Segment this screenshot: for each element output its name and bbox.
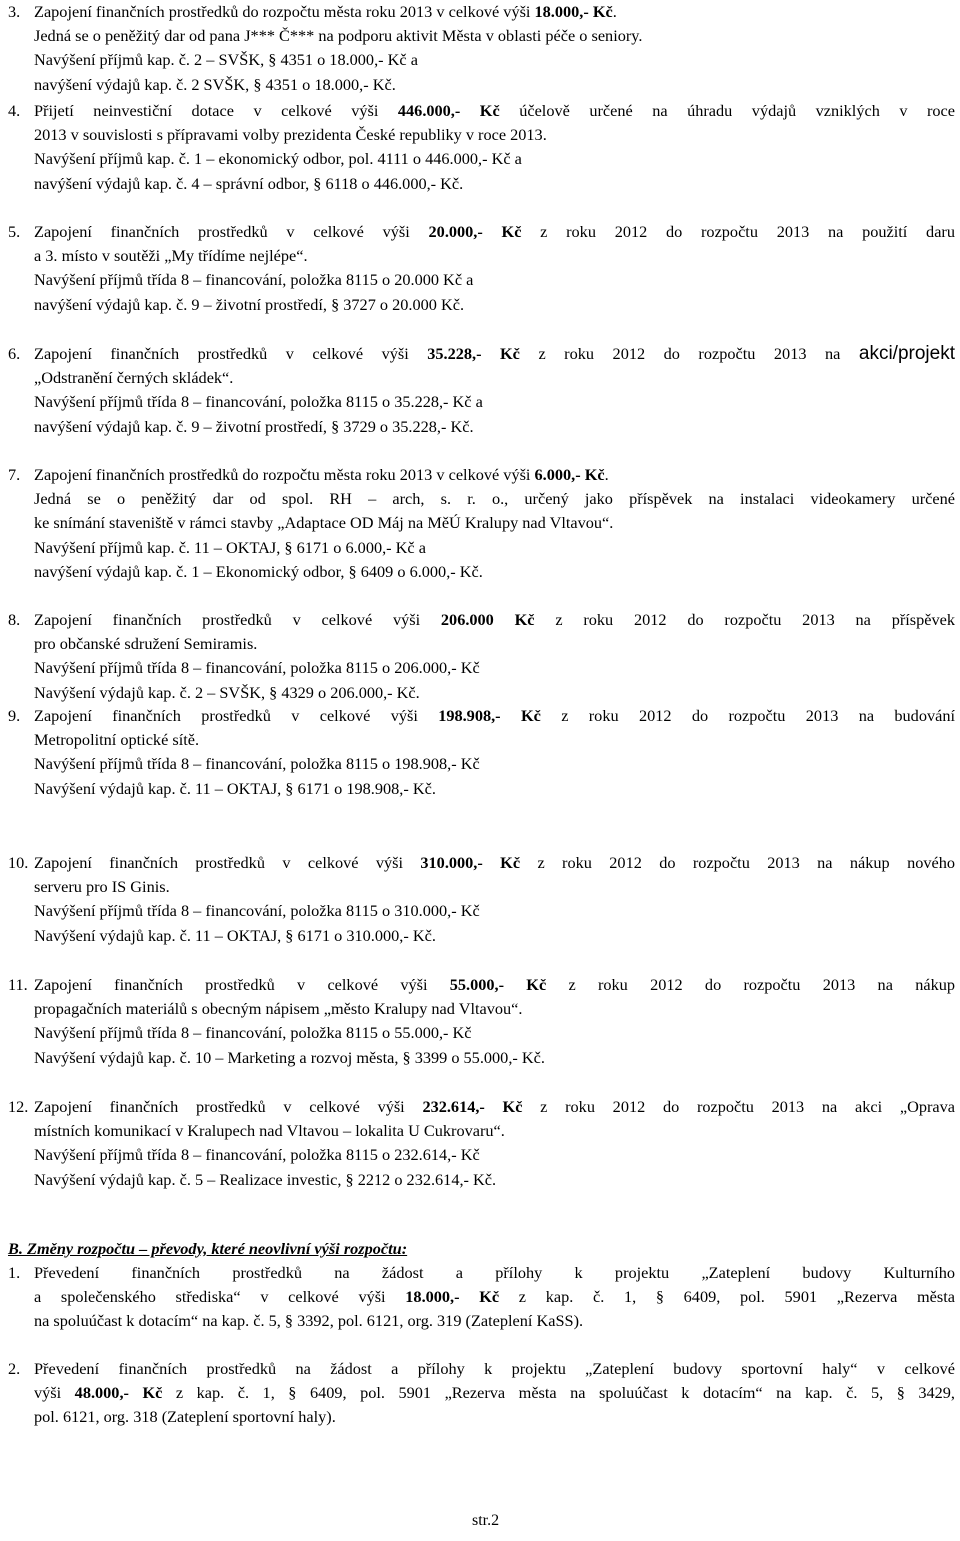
amount-bold: 35.228,- Kč — [427, 344, 520, 363]
text-segment: Zapojení finančních prostředků do rozpočtu města roku 2013 v celkové výši — [34, 465, 535, 484]
text-line — [34, 172, 955, 196]
text-line — [34, 973, 955, 997]
text-line — [34, 390, 955, 414]
text-line — [34, 487, 955, 511]
text-segment: propagačních materiálů s obecným nápisem „město Kralupy nad Vltavou“. — [34, 999, 523, 1019]
text-line — [34, 244, 955, 268]
text-line — [34, 777, 955, 801]
text-line — [34, 608, 955, 632]
text-line — [34, 752, 955, 776]
text-segment: a 3. místo v soutěži „My třídíme nejlépe“. — [34, 246, 308, 266]
text-segment: Zapojení finančních prostředků v celkové výši — [34, 610, 441, 629]
text-segment: pro občanské sdružení Semiramis. — [34, 634, 258, 654]
text-segment: . — [604, 465, 609, 484]
text-segment: 2013 v souvislosti s přípravami volby prezidenta České republiky v roce 2013. — [34, 125, 547, 145]
list-item — [8, 463, 955, 584]
text-segment: pol. 6121, org. 318 (Zateplení sportovní haly). — [34, 1407, 336, 1427]
item-text — [34, 704, 955, 801]
text-segment: výši — [34, 1383, 75, 1403]
item-number: 8. — [8, 610, 21, 629]
text-segment: Převedení finančních prostředků na žádost a přílohy k projektu „Zateplení budovy Kulturního — [34, 1263, 955, 1282]
text-line — [34, 24, 955, 48]
text-segment: na spoluúčast k dotacím“ na kap. č. 5, § 3392, pol. 6121, org. 319 (Zateplení KaSS). — [34, 1311, 584, 1331]
item-text — [34, 851, 955, 948]
list-item — [8, 220, 955, 317]
item-number: 11. — [8, 975, 28, 994]
amount-bold: 6.000,- Kč — [534, 465, 605, 484]
item-text — [34, 1095, 955, 1192]
list-item — [8, 973, 955, 1070]
amount-bold: 48.000,- Kč — [74, 1383, 163, 1403]
text-segment: Navýšení výdajů kap. č. 5 – Realizace investic, § 2212 o 232.614,- Kč. — [34, 1169, 497, 1189]
item-number: 9. — [8, 706, 21, 725]
list-item — [8, 1261, 955, 1334]
text-segment-sans: akci/projekt — [858, 343, 955, 364]
text-segment: z roku 2012 do rozpočtu 2013 na použití daru — [521, 222, 955, 241]
item-text — [34, 608, 955, 705]
item-text — [34, 463, 955, 584]
text-line — [34, 1405, 955, 1429]
text-segment: z kap. č. 1, § 6409, pol. 5901 „Rezerva města — [499, 1287, 955, 1307]
text-line — [34, 1046, 955, 1070]
text-segment: ke snímání staveniště v rámci stavby „Adaptace OD Máj na MěÚ Kralupy nad Vltavou“. — [34, 513, 614, 533]
text-segment: „Odstranění černých skládek“. — [34, 368, 234, 388]
text-line — [34, 1021, 955, 1045]
text-line — [34, 293, 955, 317]
text-line — [34, 0, 955, 24]
list-item — [8, 704, 955, 801]
text-line — [34, 1168, 955, 1192]
text-segment: . — [612, 2, 617, 21]
text-segment: Jedná se o peněžitý dar od pana J*** Č*** na podporu aktivit Města v oblasti péče o seniory. — [34, 26, 643, 46]
amount-bold: 446.000,- Kč — [397, 101, 500, 120]
item-number: 7. — [8, 465, 21, 484]
amount-bold: 198.908,- Kč — [438, 706, 541, 725]
text-segment: Zapojení finančních prostředků do rozpočtu města roku 2013 v celkové výši — [34, 2, 535, 21]
text-line — [34, 997, 955, 1021]
text-segment: a společenského střediska“ v celkové výši — [34, 1287, 406, 1307]
text-segment: z roku 2012 do rozpočtu 2013 na budování — [540, 706, 955, 725]
text-segment: Navýšení výdajů kap. č. 11 – OKTAJ, § 6171 o 310.000,- Kč. — [34, 925, 436, 945]
text-line — [34, 48, 955, 72]
text-line — [34, 536, 955, 560]
text-segment: Navýšení výdajů kap. č. 11 – OKTAJ, § 6171 o 198.908,- Kč. — [34, 778, 436, 798]
amount-bold: 55.000,- Kč — [449, 975, 547, 994]
text-line — [34, 1095, 955, 1119]
text-segment: z roku 2012 do rozpočtu 2013 na příspěvek — [534, 610, 955, 629]
amount-bold: 206.000 Kč — [440, 610, 535, 629]
text-segment: Navýšení příjmů třída 8 – financování, položka 8115 o 198.908,- Kč — [34, 754, 480, 774]
text-segment: navýšení výdajů kap. č. 9 – životní prostředí, § 3727 o 20.000 Kč. — [34, 294, 465, 314]
text-line — [34, 560, 955, 584]
text-segment: Navýšení příjmů třída 8 – financování, položka 8115 o 232.614,- Kč — [34, 1145, 480, 1165]
item-text — [34, 99, 955, 196]
item-text — [34, 1261, 955, 1334]
text-segment: Navýšení příjmů třída 8 – financování, položka 8115 o 35.228,- Kč a — [34, 392, 483, 412]
text-segment: Navýšení výdajů kap. č. 10 – Marketing a rozvoj města, § 3399 o 55.000,- Kč. — [34, 1047, 545, 1067]
amount-bold: 20.000,- Kč — [428, 222, 522, 241]
text-line — [34, 1143, 955, 1167]
text-segment: Zapojení finančních prostředků v celkové výši — [34, 706, 439, 725]
item-number: 5. — [8, 222, 21, 241]
text-segment: z kap. č. 1, § 6409, pol. 5901 „Rezerva města na spoluúčast k dotacím“ na kap. č. 5, § 3429, — [162, 1383, 955, 1403]
text-line — [34, 632, 955, 656]
text-segment: navýšení výdajů kap. č. 4 – správní odbor, § 6118 o 446.000,- Kč. — [34, 173, 464, 193]
item-number: 2. — [8, 1359, 21, 1378]
text-segment: Navýšení příjmů kap. č. 2 – SVŠK, § 4351 o 18.000,- Kč a — [34, 50, 418, 70]
text-line — [34, 1261, 955, 1285]
item-number: 3. — [8, 2, 21, 21]
list-item — [8, 1095, 955, 1192]
item-text — [34, 220, 955, 317]
text-line — [34, 99, 955, 123]
list-item — [8, 851, 955, 948]
list-item — [8, 608, 955, 705]
text-line — [34, 268, 955, 292]
text-line — [34, 681, 955, 705]
text-segment: navýšení výdajů kap. č. 9 – životní prostředí, § 3729 o 35.228,- Kč. — [34, 416, 474, 436]
text-segment: Převedení finančních prostředků na žádost a přílohy k projektu „Zateplení budovy sportovní haly“ v celkové — [34, 1359, 955, 1378]
text-line — [34, 704, 955, 728]
text-line — [34, 728, 955, 752]
text-line — [34, 1357, 955, 1381]
item-number: 1. — [8, 1263, 21, 1282]
text-segment: Zapojení finančních prostředků v celkové výši — [34, 344, 428, 363]
text-segment: Zapojení finančních prostředků v celkové výši — [34, 1097, 423, 1116]
text-segment: navýšení výdajů kap. č. 2 SVŠK, § 4351 o 18.000,- Kč. — [34, 74, 396, 94]
text-line — [34, 656, 955, 680]
list-item — [8, 99, 955, 196]
item-text — [34, 973, 955, 1070]
text-segment: Navýšení příjmů kap. č. 11 – OKTAJ, § 6171 o 6.000,- Kč a — [34, 537, 426, 557]
item-text — [34, 1357, 955, 1430]
text-line — [34, 220, 955, 244]
text-segment: Navýšení příjmů třída 8 – financování, položka 8115 o 55.000,- Kč — [34, 1023, 472, 1043]
page-number: str.2 — [472, 1512, 500, 1529]
text-segment: místních komunikací v Kralupech nad Vltavou – lokalita U Cukrovaru“. — [34, 1121, 505, 1141]
text-segment: Navýšení příjmů třída 8 – financování, položka 8115 o 310.000,- Kč — [34, 901, 480, 921]
text-segment: navýšení výdajů kap. č. 1 – Ekonomický odbor, § 6409 o 6.000,- Kč. — [34, 561, 483, 581]
list-item — [8, 1357, 955, 1430]
text-line — [34, 851, 955, 875]
text-segment: z roku 2012 do rozpočtu 2013 na akci „Oprava — [522, 1097, 955, 1116]
item-number: 6. — [8, 344, 21, 363]
text-segment: Navýšení příjmů třída 8 – financování, položka 8115 o 206.000,- Kč — [34, 658, 480, 678]
text-segment: Zapojení finančních prostředků v celkové výši — [34, 975, 450, 994]
amount-bold: 232.614,- Kč — [422, 1097, 523, 1116]
item-number: 10. — [8, 853, 29, 872]
text-line — [34, 147, 955, 171]
amount-bold: 18.000,- Kč — [405, 1287, 500, 1307]
amount-bold: 18.000,- Kč — [534, 2, 613, 21]
text-segment: Přijetí neinvestiční dotace v celkové výši — [34, 101, 398, 120]
text-line — [34, 1285, 955, 1309]
item-number: 4. — [8, 101, 21, 120]
text-segment: Navýšení příjmů kap. č. 1 – ekonomický odbor, pol. 4111 o 446.000,- Kč a — [34, 149, 522, 169]
text-segment: Zapojení finančních prostředků v celkové výši — [34, 853, 421, 872]
item-text — [34, 342, 955, 439]
text-segment: Navýšení výdajů kap. č. 2 – SVŠK, § 4329 o 206.000,- Kč. — [34, 682, 420, 702]
text-line — [34, 1119, 955, 1143]
amount-bold: 310.000,- Kč — [420, 853, 521, 872]
text-line — [34, 73, 955, 97]
section-b-heading: B. Změny rozpočtu – převody, které neovlivní výši rozpočtu: — [8, 1239, 408, 1258]
text-line — [34, 366, 955, 390]
item-text — [34, 0, 955, 97]
text-line — [34, 1381, 955, 1405]
text-segment: Zapojení finančních prostředků v celkové výši — [34, 222, 429, 241]
text-segment: serveru pro IS Ginis. — [34, 877, 170, 897]
text-line — [34, 342, 955, 366]
text-segment: z roku 2012 do rozpočtu 2013 na — [519, 344, 859, 363]
text-segment: z roku 2012 do rozpočtu 2013 na nákup nového — [520, 853, 956, 872]
text-segment: Jedná se o peněžitý dar od spol. RH – arch, s. r. o., určený jako příspěvek na instalaci videokamery určené — [34, 489, 955, 509]
text-segment: účelově určené na úhradu výdajů vzniklých v roce — [499, 101, 955, 120]
item-number: 12. — [8, 1097, 29, 1116]
text-line — [34, 1309, 955, 1333]
text-line — [34, 123, 955, 147]
text-line — [34, 463, 955, 487]
list-item — [8, 0, 955, 97]
text-line — [34, 511, 955, 535]
text-segment: Navýšení příjmů třída 8 – financování, položka 8115 o 20.000 Kč a — [34, 270, 474, 290]
text-line — [34, 924, 955, 948]
text-segment: Metropolitní optické sítě. — [34, 730, 200, 750]
text-line — [34, 415, 955, 439]
text-line — [34, 875, 955, 899]
list-item — [8, 342, 955, 439]
text-segment: z roku 2012 do rozpočtu 2013 na nákup — [546, 975, 955, 994]
text-line — [34, 899, 955, 923]
